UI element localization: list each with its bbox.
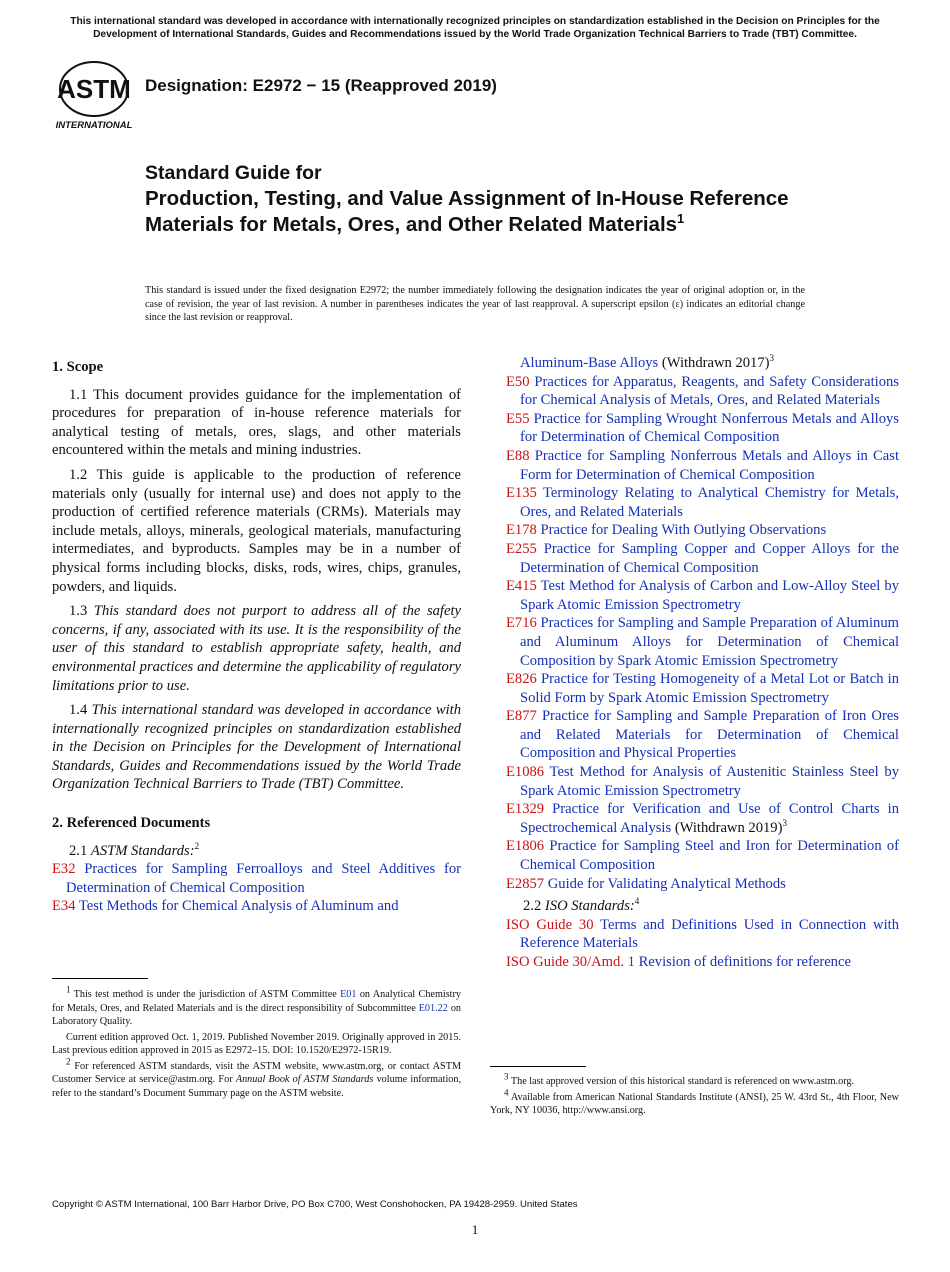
right-column: [506, 354, 899, 972]
footnote-4: $^4$ Available from American National Standards Institute (ANSI), 25 W. 43rd St., 4th Floor, New York, NY 10036, http://www.ansi.org.: [490, 1087, 899, 1116]
issue-note: This standard is issued under the fixed designation E2972; the number immediately following the designation indicates the year of original adoption or, in the case of revision, the year of last revision. A number in parentheses indicates the year of last reapproval. A superscript epsilon (ε) indicates an editorial change since the last revision or reapproval.: [145, 285, 805, 324]
astm-refs-right: [506, 373, 899, 894]
ref-item[interactable]: E255 Practice for Sampling Copper and Copper Alloys for the Determination of Chemical Composition: [506, 540, 899, 576]
astm-logo: [52, 58, 136, 132]
subcommittee-link[interactable]: E01.22: [418, 1002, 448, 1014]
footnote-3: $^3$ The last approved version of this historical standard is referenced on www.astm.org.: [504, 1071, 855, 1087]
committee-link[interactable]: E01: [340, 989, 357, 1000]
ref-item[interactable]: E34 Test Methods for Chemical Analysis of Aluminum and: [52, 898, 399, 915]
ref-item[interactable]: E1086 Test Method for Analysis of Austenitic Stainless Steel by Spark Atomic Emission Spectrometry: [506, 764, 900, 799]
ref-item[interactable]: E716 Practices for Sampling and Sample Preparation of Aluminum and Aluminum Alloys for Determination of Chemical Composition by Spark Atomic Emission Spectrometry: [506, 615, 899, 669]
title-line1: Standard Guide for: [145, 162, 322, 184]
edition-note: Current edition approved Oct. 1, 2019. Published November 2019. Originally approved in 2015. Last previous edition approved in 2015 as E2972–15. DOI: 10.1520/E2972-15R19.: [52, 1031, 461, 1056]
scope-1-1: 1.1 This document provides guidance for the implementation of procedures for preparation of in-house reference materials for analytical testing of metals, ores, slags, and other materials encountered within the metals and mining industries.: [52, 386, 461, 459]
title-main: Production, Testing, and Value Assignment of In-House Reference Materials for Metals, Ores, and Other Related Materials$^1$: [145, 187, 789, 236]
ref-item[interactable]: E55 Practice for Sampling Wrought Nonferrous Metals and Alloys for Determination of Chemical Composition: [506, 410, 899, 446]
ref-item[interactable]: E877 Practice for Sampling and Sample Preparation of Iron Ores and Related Materials for Determination of Chemical Composition and Physical Properties: [506, 708, 899, 762]
iso-ref-item[interactable]: ISO Guide 30/Amd. 1 Revision of definitions for reference: [506, 954, 851, 970]
footnote-1: $^1$ This test method is under the jurisdiction of ASTM Committee E01 on Analytical Chemistry for Metals, Ores, and Related Materials and is the direct responsibility of Subcommittee E01.22 on Laboratory Quality.: [52, 984, 461, 1027]
scope-heading: 1. Scope: [52, 359, 104, 375]
ref-item[interactable]: E415 Test Method for Analysis of Carbon and Low-Alloy Steel by Spark Atomic Emission Spectrometry: [506, 578, 899, 613]
scope-1-3: 1.3 This standard does not purport to address all of the safety concerns, if any, associated with its use. It is the responsibility of the user of this standard to establish appropriate safety, health, and environmental practices and determine the applicability of regulatory limitations prior to use.: [52, 603, 461, 694]
title-footnote-mark[interactable]: 1: [677, 211, 685, 227]
ref-item[interactable]: E32 Practices for Sampling Ferroalloys and Steel Additives for Determination of Chemical Composition: [52, 861, 462, 896]
footnote-2: $^2$ For referenced ASTM standards, visit the ASTM website, www.astm.org, or contact ASTM Customer Service at service@astm.org. For Annual Book of ASTM Standards volume information, refer to the standard’s Document Summary page on the ASTM website.: [52, 1056, 462, 1099]
refdocs-heading: 2. Referenced Documents: [52, 815, 211, 832]
left-column: [52, 354, 461, 916]
copyright: Copyright © ASTM International, 100 Barr Harbor Drive, PO Box C700, West Conshohocken, PA 19428-2959. United States: [52, 1199, 578, 1210]
ref-item[interactable]: E2857 Guide for Validating Analytical Methods: [506, 875, 786, 892]
ref-item[interactable]: E178 Practice for Dealing With Outlying Observations: [506, 522, 827, 539]
page-number: 1: [471, 1222, 479, 1237]
ref-item[interactable]: E1806 Practice for Sampling Steel and Iron for Determination of Chemical Composition: [506, 838, 899, 874]
header-notice: This international standard was developed in accordance with internationally recognized principles on standardization established in the Decision on Principles for the Development of International Standards, Guides and Recommendations issued by the World Trade Organization Technical Barriers to Trade (TBT) Committee.: [70, 16, 880, 40]
footnote-rule-left: [52, 978, 148, 979]
ref-item[interactable]: E88 Practice for Sampling Nonferrous Metals and Alloys in Cast Form for Determination of Chemical Composition: [506, 447, 900, 483]
ref-continuation: Aluminum-Base Alloys (Withdrawn 2017)$^3$: [520, 353, 775, 371]
footnotes-left: [52, 984, 462, 1102]
logo-letters: ASTM: [57, 74, 131, 104]
iso-standards-label: 2.2 ISO Standards:$^4$: [523, 896, 640, 915]
document-title: [145, 160, 845, 238]
logo-org: INTERNATIONAL: [55, 120, 133, 131]
ref-item[interactable]: E135 Terminology Relating to Analytical Chemistry for Metals, Ores, and Related Materials: [506, 485, 899, 520]
designation: Designation: E2972 − 15 (Reapproved 2019): [145, 76, 497, 95]
footnote-rule-right: [490, 1066, 586, 1067]
ref-item[interactable]: E50 Practices for Apparatus, Reagents, and Safety Considerations for Chemical Analysis of Metals, Ores, and Related Materials: [506, 373, 899, 409]
ref-item[interactable]: E826 Practice for Testing Homogeneity of a Metal Lot or Batch in Solid Form by Spark Atomic Emission Spectrometry: [506, 671, 899, 706]
footnotes-right: [490, 1071, 899, 1120]
scope-1-4: 1.4 This international standard was developed in accordance with internationally recognized principles on standardization established in the Decision on Principles for the Development of International Standards, Guides and Recommendations issued by the World Trade Organization Technical Barriers to Trade (TBT) Committee.: [52, 702, 462, 793]
astm-standards-label: 2.1 ASTM Standards:$^2$: [69, 840, 200, 859]
scope-1-2: 1.2 This guide is applicable to the production of reference materials only (usually for internal use) and does not apply to the production of certified reference materials (CRMs). Materials may include metals, alloys, minerals, geological materials, manufacturing intermediates, and byproducts. Samples may be in a number of physical forms including blocks, disks, rods, wires, chips, granules, powders, and liquids.: [52, 466, 461, 595]
ref-item[interactable]: E1329 Practice for Verification and Use of Control Charts in Spectrochemical Analysis (Withdrawn 2019)$^3$: [506, 801, 899, 836]
iso-ref-item[interactable]: ISO Guide 30 Terms and Definitions Used in Connection with Reference Materials: [506, 916, 899, 952]
